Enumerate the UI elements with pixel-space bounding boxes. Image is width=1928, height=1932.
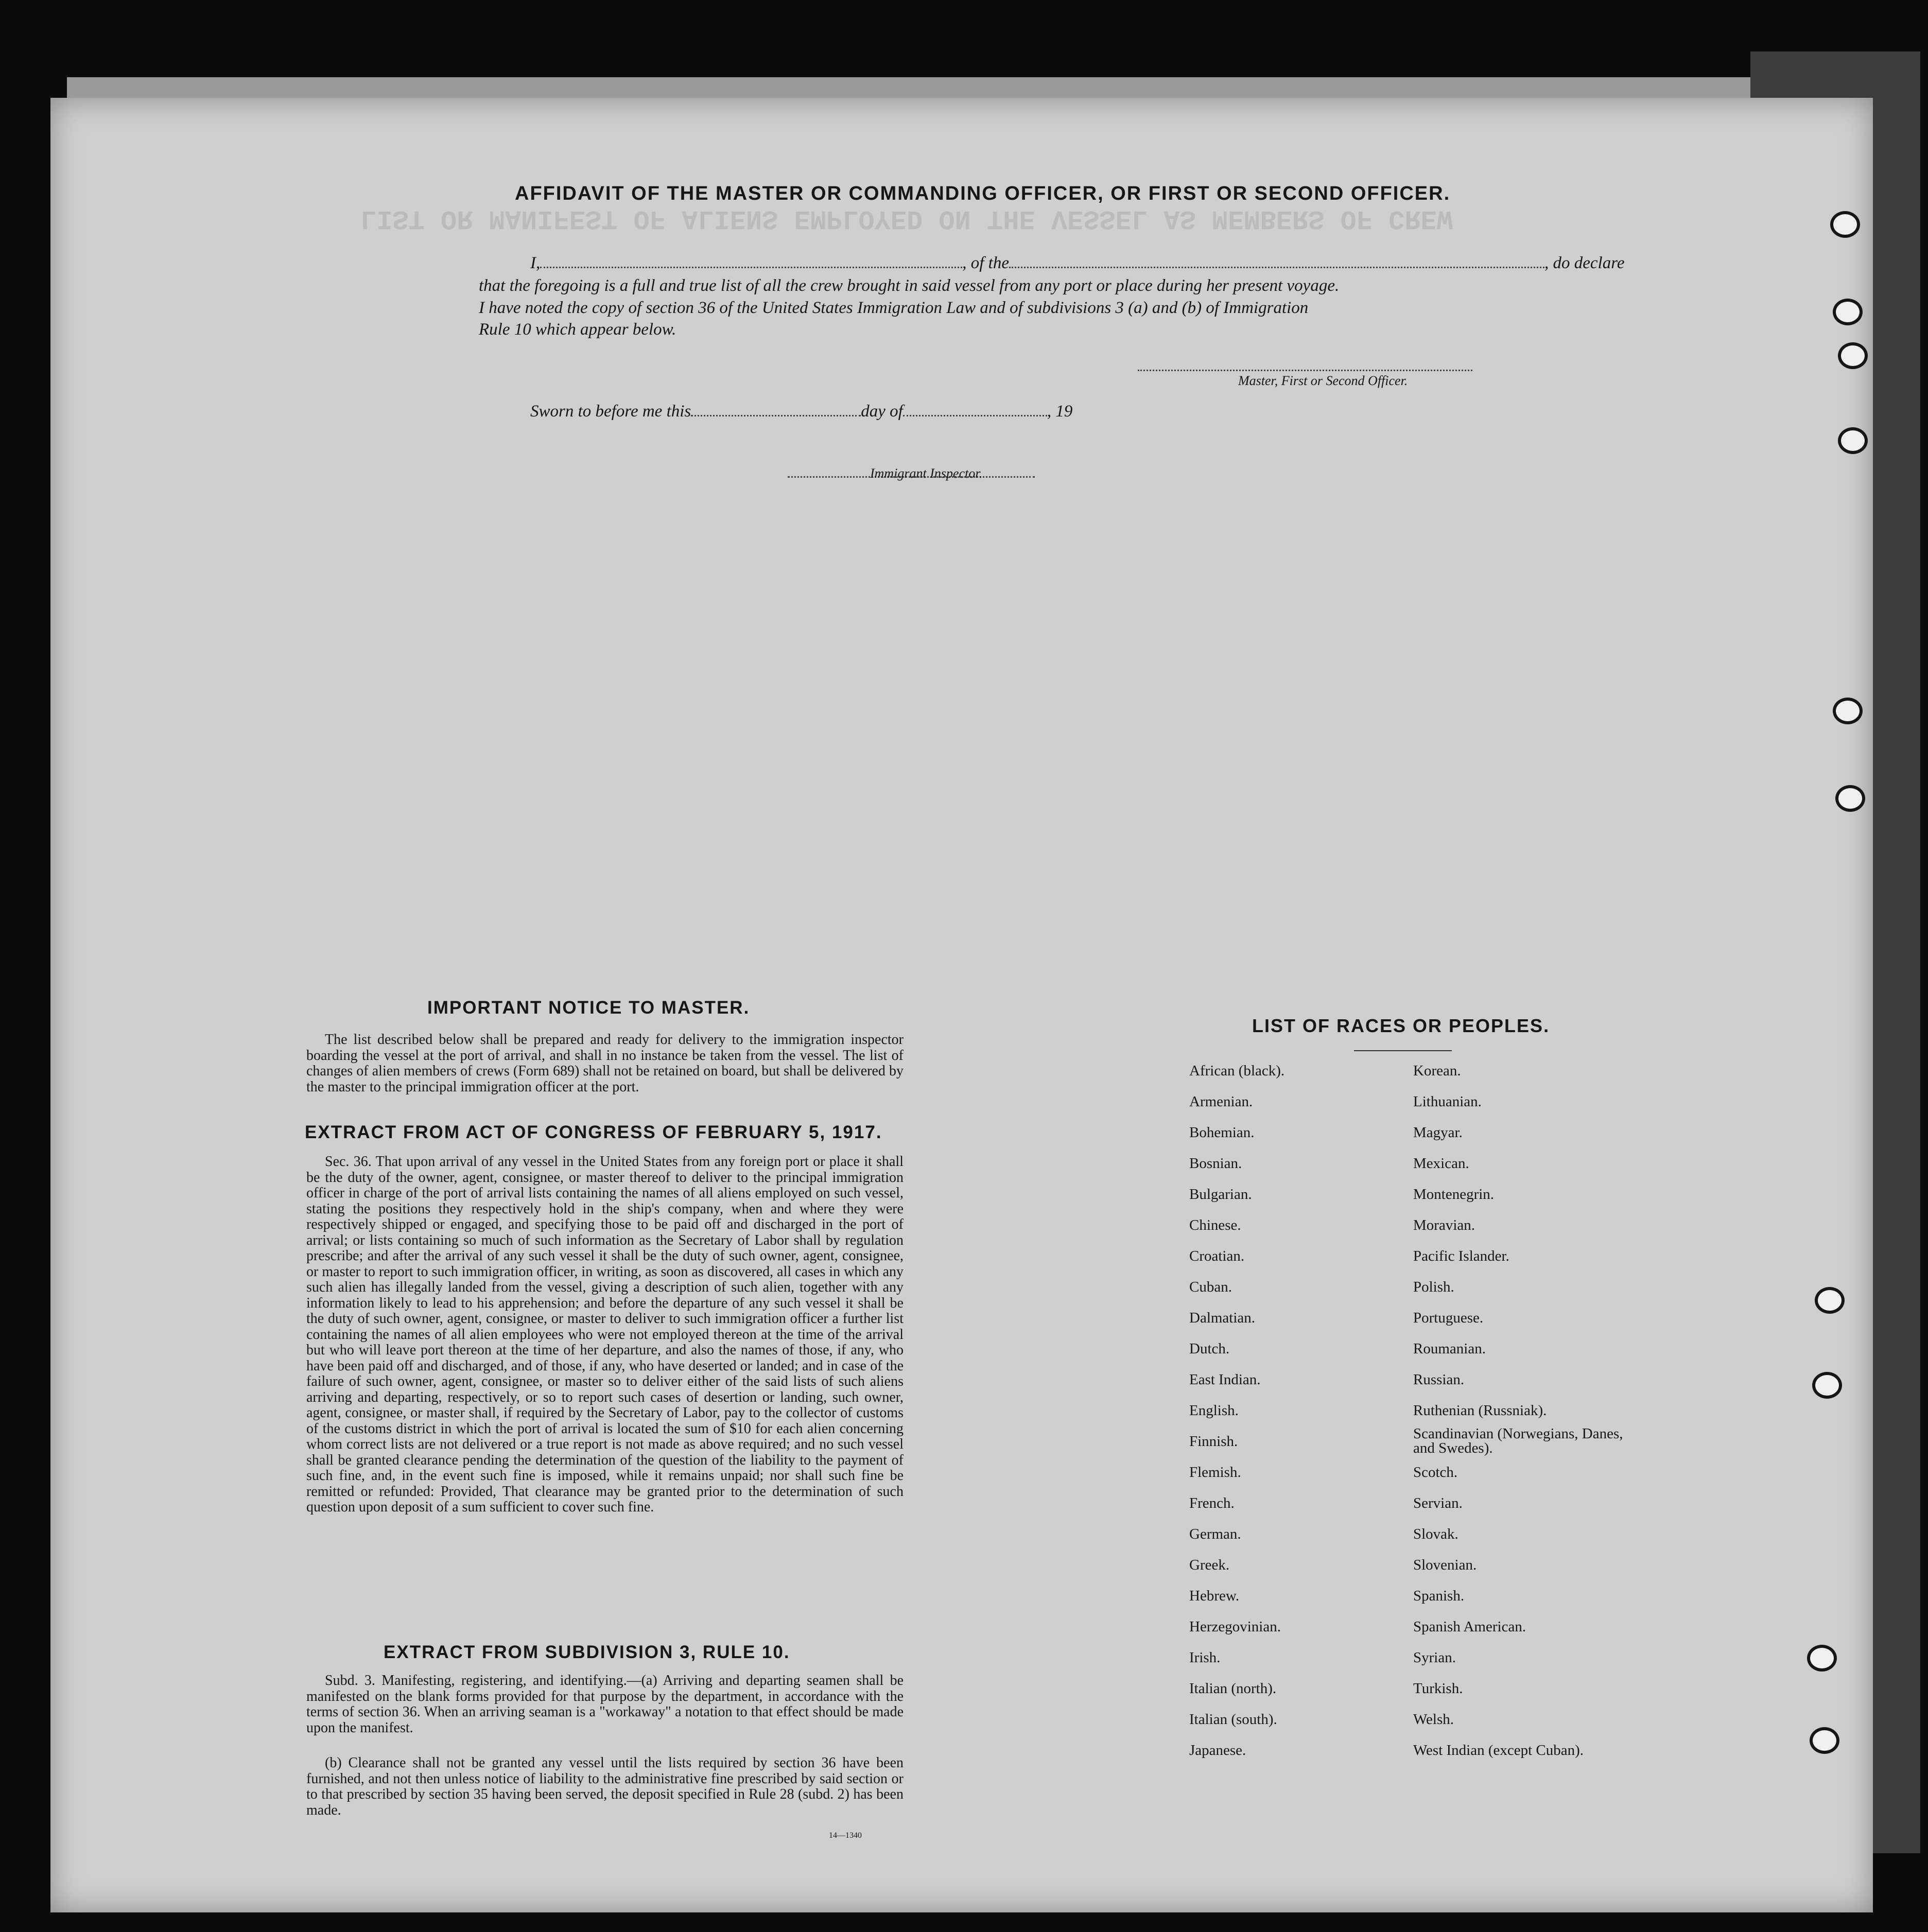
punch-hole (1812, 1372, 1842, 1399)
affidavit-title: AFFIDAVIT OF THE MASTER OR COMMANDING OFFICER, OR FIRST OR SECOND OFFICER. (515, 183, 1451, 204)
sworn-b: day of (861, 402, 903, 421)
race-item: Cuban. (1189, 1279, 1232, 1295)
race-item: Slovak. (1413, 1526, 1458, 1542)
race-item: Armenian. (1189, 1093, 1253, 1110)
sworn-a: Sworn to before me this (530, 402, 691, 421)
race-item: Montenegrin. (1413, 1186, 1495, 1203)
affidavit-line1-a: I, (530, 254, 541, 272)
race-item: African (black). (1189, 1063, 1285, 1079)
race-item: Scandinavian (Norwegians, Danes, and Swedes). (1413, 1425, 1623, 1456)
punch-hole (1810, 1727, 1839, 1754)
sworn-c: , 19 (1047, 402, 1073, 421)
race-item: West Indian (except Cuban). (1413, 1742, 1584, 1759)
races-title: LIST OF RACES OR PEOPLES. (1252, 1015, 1550, 1036)
race-item: Dutch. (1189, 1341, 1230, 1357)
form-code: 14—1340 (829, 1831, 862, 1840)
race-item: Mexican. (1413, 1155, 1469, 1172)
punch-hole (1838, 342, 1868, 369)
affidavit-line-3: I have noted the copy of section 36 of the United States Immigration Law and of subdivisions 3 (a) and (b) of Immigration (479, 299, 1309, 317)
race-item: Italian (south). (1189, 1711, 1277, 1728)
race-item: Bulgarian. (1189, 1186, 1252, 1203)
punch-hole (1815, 1287, 1845, 1314)
notice-title: IMPORTANT NOTICE TO MASTER. (427, 998, 750, 1018)
race-item: German. (1189, 1526, 1241, 1542)
officer-signature-label: Master, First or Second Officer. (1238, 373, 1408, 388)
rule-extract-text-b: (b) Clearance shall not be granted any vessel until the lists required by section 36 have been furnished, and not then unless notice of liability to the administrative fine prescribed by said section or to that prescribed by section 35 having been served, the deposit specified in Rule 28 (subd. 2) has been made. (306, 1755, 904, 1818)
race-item: Welsh. (1413, 1711, 1454, 1728)
race-item: Herzegovinian. (1189, 1618, 1281, 1635)
race-item: Flemish. (1189, 1464, 1241, 1481)
race-item: Dalmatian. (1189, 1310, 1256, 1326)
act-extract-title: EXTRACT FROM ACT OF CONGRESS OF FEBRUARY 5, 1917. (305, 1122, 882, 1142)
act-extract-text: Sec. 36. That upon arrival of any vessel in the United States from any foreign port or place it shall be the duty of the owner, agent, consignee, or master thereof to deliver to the principal immigration officer in charge of the port of arrival lists containing the names of all aliens employed on such vessel, stating the positions they respectively hold in the ship's company, when and where they were respectively shipped or engaged, and specifying those to be paid off and discharged in the port of arrival; or lists containing so much of such information as the Secretary of Labor shall by regulation prescribe; and after the arrival of any such vessel it shall be the duty of such owner, agent, consignee, or master to report to such immigration officer, in writing, as soon as discovered, all cases in which any such alien has illegally landed from the vessel, giving a description of such alien, together with any information likely to lead to his apprehension; and before the departure of any such vessel it shall be the duty of such owner, agent, consignee, or master to deliver to such immigration officer a further list containing the names of all alien employees who were not employed thereon at the time of the arrival but who will leave port thereon at the time of her departure, and also the names of those, if any, who have been paid off and discharged, and of those, if any, who have deserted or landed; and in case of the failure of such owner, agent, consignee, or master so to deliver either of the said lists of such aliens arriving and departing, respectively, or so to report such cases of desertion or landing, such owner, agent, consignee, or master shall, if required by the Secretary of Labor, pay to the collector of customs of the customs district in which the port of arrival is located the sum of $10 for each alien concerning whom correct lists are not delivered or a true report is not made as above required; and no such vessel shall be granted clearance pending the determination of the question of the liability to the payment of such fine, and, in the event such fine is imposed, while it remains unpaid; nor shall such fine be remitted or refunded: Provided, That clearance may be granted prior to the determination of such question upon deposit of a sum sufficient to cover such fine. (306, 1154, 904, 1515)
race-item: Bohemian. (1189, 1124, 1255, 1141)
punch-hole (1838, 427, 1868, 454)
race-item: Irish. (1189, 1649, 1221, 1666)
officer-signature-line (1138, 370, 1472, 371)
punch-hole (1833, 299, 1863, 325)
race-item: Turkish. (1413, 1680, 1463, 1697)
race-item: Ruthenian (Russniak). (1413, 1402, 1547, 1419)
affidavit-line-1 (530, 253, 1624, 273)
name-blank (540, 253, 962, 268)
race-item: Chinese. (1189, 1217, 1241, 1233)
race-item: Syrian. (1413, 1649, 1456, 1666)
race-item: French. (1189, 1495, 1235, 1511)
rule-extract-text-a: Subd. 3. Manifesting, registering, and identifying.—(a) Arriving and departing seamen shall be manifested on the blank forms provided for that purpose by the department, in accordance with the terms of section 36. When an arriving seaman is a "workaway" a notation to that effect should be made upon the manifest. (306, 1673, 904, 1736)
race-item: Italian (north). (1189, 1680, 1277, 1697)
race-item: Korean. (1413, 1063, 1461, 1079)
race-item: English. (1189, 1402, 1239, 1419)
race-item: Roumanian. (1413, 1341, 1486, 1357)
race-item: Bosnian. (1189, 1155, 1242, 1172)
punch-hole (1833, 698, 1863, 724)
rule-extract-title: EXTRACT FROM SUBDIVISION 3, RULE 10. (384, 1642, 790, 1662)
bleed-through-title: LIST OR MANIFEST OF ALIENS EMPLOYED ON THE VESSEL AS MEMBERS OF CREW (360, 203, 1453, 234)
race-item: Moravian. (1413, 1217, 1475, 1233)
affidavit-line-4: Rule 10 which appear below. (479, 320, 676, 339)
race-item: Japanese. (1189, 1742, 1246, 1759)
manifest-back-page (50, 98, 1873, 1912)
race-item: Magyar. (1413, 1124, 1463, 1141)
race-item: Portuguese. (1413, 1310, 1484, 1326)
race-item: Pacific Islander. (1413, 1248, 1509, 1264)
sworn-line (530, 402, 1072, 421)
races-title-rule (1354, 1050, 1452, 1051)
race-item: Russian. (1413, 1371, 1465, 1388)
sworn-month-blank (903, 402, 1047, 416)
race-item: Polish. (1413, 1279, 1454, 1295)
notice-text: The list described below shall be prepared and ready for delivery to the immigration inspector boarding the vessel at the port of arrival, and shall in no instance be taken from the vessel. The list of changes of alien members of crews (Form 689) shall not be retained on board, but shall be delivered by the master to the principal immigration officer at the port. (306, 1032, 904, 1095)
race-item: Spanish American. (1413, 1618, 1526, 1635)
sworn-day-blank (691, 402, 861, 416)
race-item: Servian. (1413, 1495, 1463, 1511)
inspector-signature-label: Immigrant Inspector. (870, 466, 983, 481)
vessel-blank (1009, 253, 1544, 268)
affidavit-line1-b: , of the (962, 254, 1009, 272)
affidavit-line-2: that the foregoing is a full and true list of all the crew brought in said vessel from any port or place during her present voyage. (479, 276, 1340, 295)
race-item: Lithuanian. (1413, 1093, 1482, 1110)
race-item: Slovenian. (1413, 1557, 1477, 1573)
punch-hole (1835, 785, 1865, 812)
race-item: Scotch. (1413, 1464, 1458, 1481)
race-item: Spanish. (1413, 1588, 1465, 1604)
race-item: Hebrew. (1189, 1588, 1240, 1604)
race-item: East Indian. (1189, 1371, 1261, 1388)
race-item: Finnish. (1189, 1433, 1238, 1450)
punch-hole (1807, 1645, 1837, 1672)
affidavit-line1-c: , do declare (1544, 254, 1625, 272)
race-item: Greek. (1189, 1557, 1230, 1573)
race-item: Croatian. (1189, 1248, 1245, 1264)
punch-hole (1830, 211, 1860, 238)
